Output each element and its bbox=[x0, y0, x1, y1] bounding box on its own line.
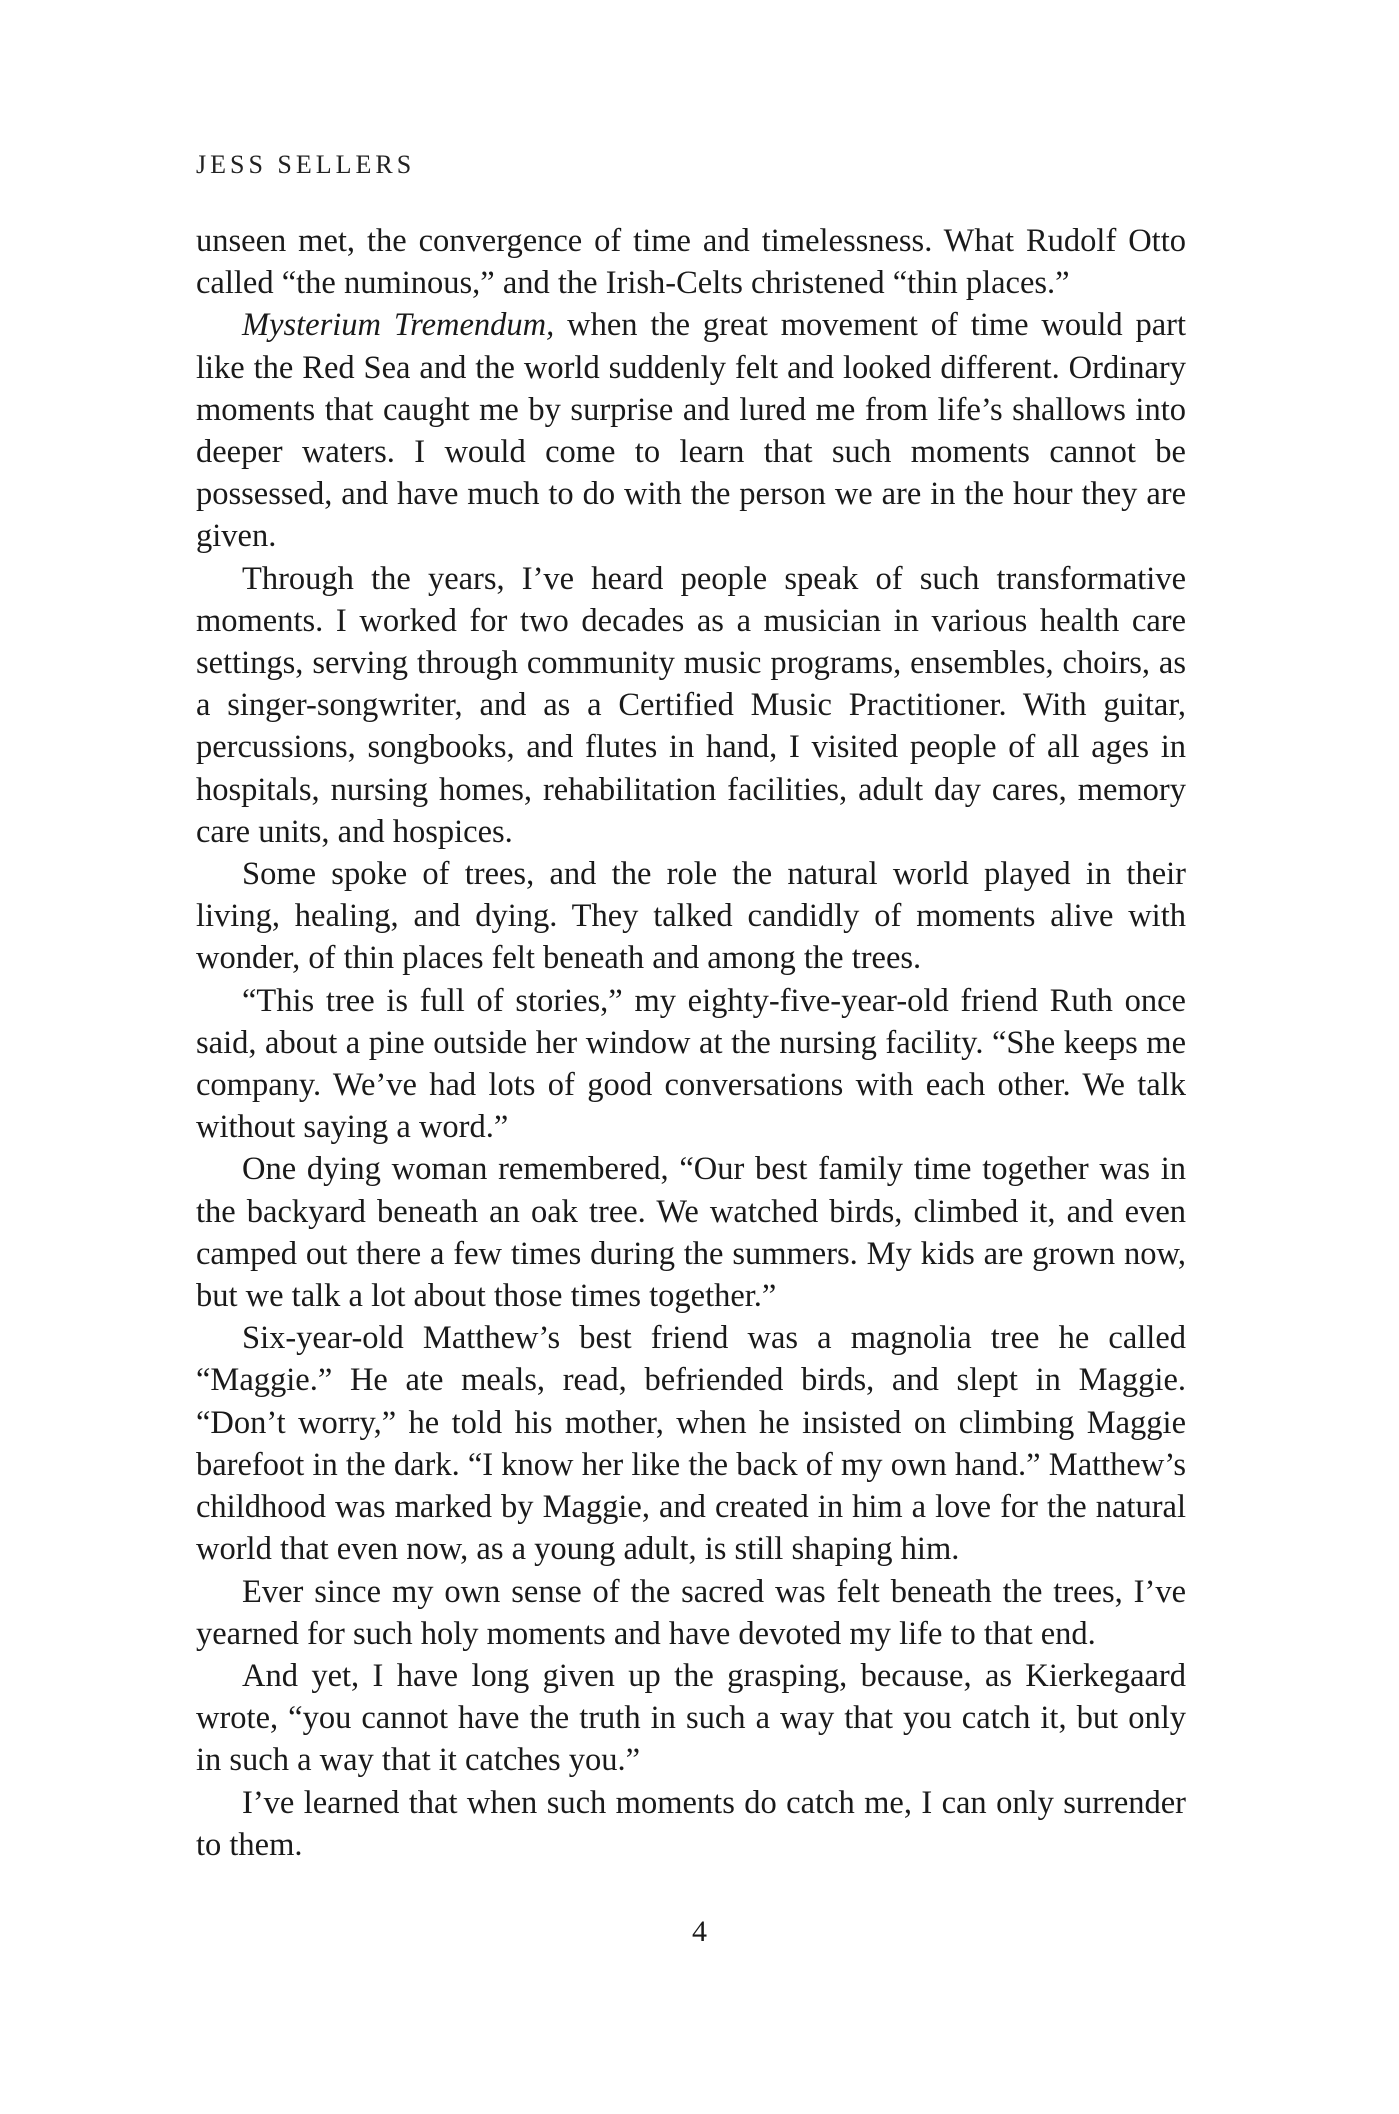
paragraph: Through the years, I’ve heard people speak of such transformative moments. I worked for two decades as a musician in various health care settings, serving through community music programs, ensembles, choirs, as a singer-songwriter, and as a Certified Music Practitioner. With guitar, percussions, songbooks, and flutes in hand, I visited people of all ages in hospitals, nursing homes, rehabilitation facilities, adult day cares, memory care units, and hospices. bbox=[196, 560, 1186, 850]
body-text bbox=[196, 220, 1186, 1866]
paragraph: Some spoke of trees, and the role the natural world played in their living, healing, and dying. They talked candidly of moments alive with wonder, of thin places felt beneath and among the trees. bbox=[196, 856, 1186, 977]
paragraph: One dying woman remembered, “Our best family time together was in the backyard beneath an oak tree. We watched birds, climbed it, and even camped out there a few times during the summers. My kids are grown now, but we talk a lot about those times together.” bbox=[196, 1151, 1186, 1315]
italic-term: Mysterium Tremendum, bbox=[242, 307, 555, 344]
paragraph-text: when the great movement of time would part like the Red Sea and the world suddenly felt and looked different. Ordinary moments that caught me by surprise and lured me from life’s shallows into deeper waters. I would come to learn that such moments cannot be possessed, and have much to do with the person we are in the hour they are given. bbox=[196, 307, 1186, 555]
paragraph: unseen met, the convergence of time and timelessness. What Rudolf Otto called “the numinous,” and the Irish-Celts christened “thin places.” bbox=[196, 223, 1186, 302]
paragraph: “This tree is full of stories,” my eighty-five-year-old friend Ruth once said, about a pine outside her window at the nursing facility. “She keeps me company. We’ve had lots of good conversations with each other. We talk without saying a word.” bbox=[196, 982, 1186, 1146]
paragraph: Six-year-old Matthew’s best friend was a magnolia tree he called “Maggie.” He ate meals, read, befriended birds, and slept in Maggie. “Don’t worry,” he told his mother, when he insisted on climbing Maggie barefoot in the dark. “I know her like the back of my own hand.” Matthew’s childhood was marked by Maggie, and created in him a love for the natural world that even now, as a young adult, is still shaping him. bbox=[196, 1320, 1186, 1568]
page-number: 4 bbox=[692, 1915, 707, 1948]
paragraph bbox=[196, 304, 1186, 557]
paragraph: I’ve learned that when such moments do catch me, I can only surrender to them. bbox=[196, 1784, 1186, 1863]
running-head: JESS SELLERS bbox=[196, 150, 416, 179]
paragraph: And yet, I have long given up the grasping, because, as Kierkegaard wrote, “you cannot have the truth in such a way that you catch it, but only in such a way that it catches you.” bbox=[196, 1657, 1186, 1779]
paragraph: Ever since my own sense of the sacred was felt beneath the trees, I’ve yearned for such holy moments and have devoted my life to that end. bbox=[196, 1573, 1186, 1652]
